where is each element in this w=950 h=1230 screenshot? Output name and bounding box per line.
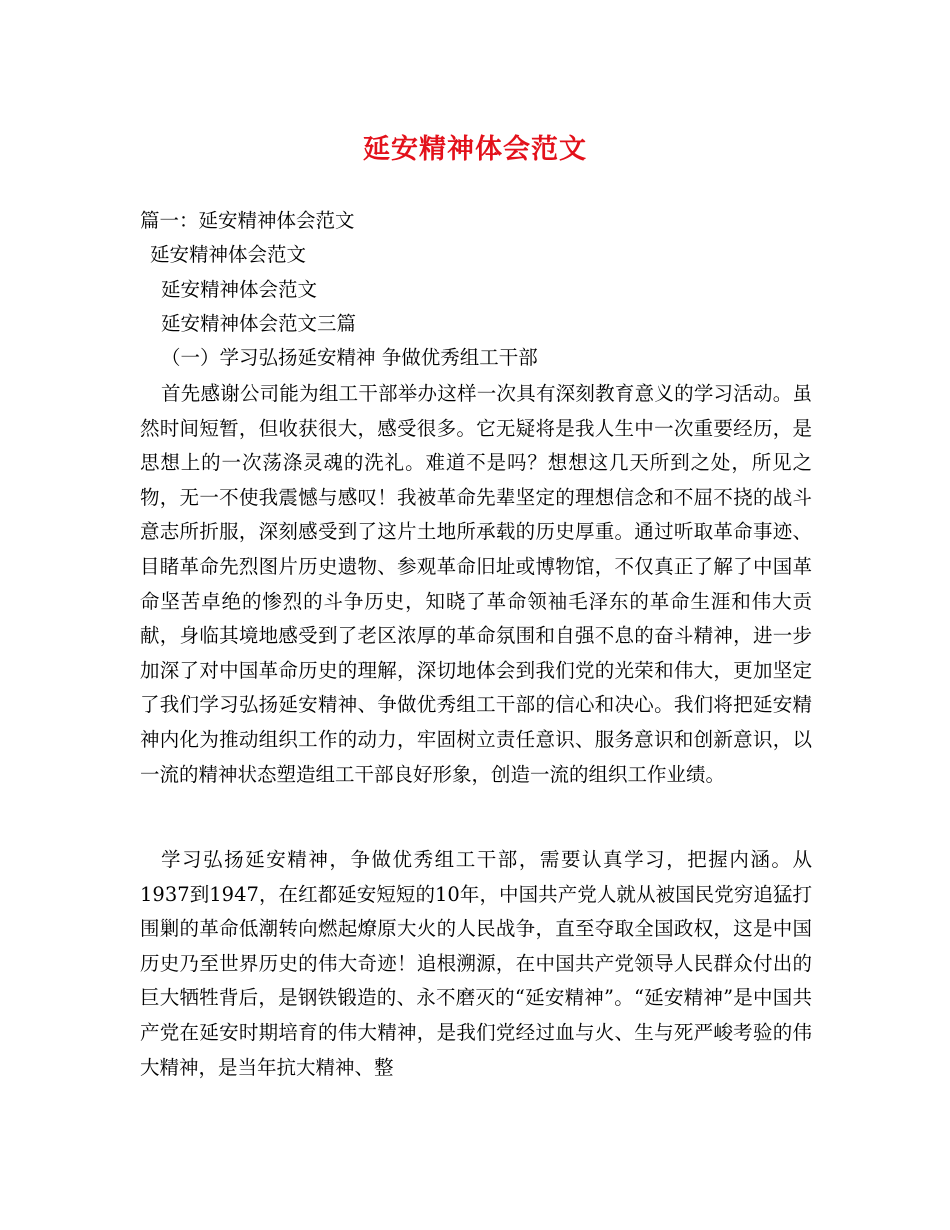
section-heading-1: 篇一：延安精神体会范文 xyxy=(140,209,355,232)
section-heading-3: 延安精神体会范文 xyxy=(161,278,318,301)
body-paragraph-2: 学习弘扬延安精神，争做优秀组工干部，需要认真学习，把握内涵。从1937到1947，在红都延安短短的10年，中国共产党人就从被国民党穷追猛打围剿的革命低潮转向燃起燎原大火的人民战争，直至夺取全国政权，这是中国历史乃至世界历史的伟大奇迹！追根溯源，在中国共产党领导人民群众付出的巨大牺牲背后，是钢铁锻造的、永不磨灭的“延安精神”。“延安精神”是中国共产党在延安时期培育的伟大精神，是我们党经过血与火、生与死严峻考验的伟大精神，是当年抗大精神、整 xyxy=(140,848,812,1079)
section-subheading: （一）学习弘扬延安精神 争做优秀组工干部 xyxy=(161,346,538,369)
section-heading-2: 延安精神体会范文 xyxy=(150,243,307,266)
section-heading-4: 延安精神体会范文三篇 xyxy=(161,312,357,335)
document-title: 延安精神体会范文 xyxy=(363,134,587,165)
body-paragraph-1: 首先感谢公司能为组工干部举办这样一次具有深刻教育意义的学习活动。虽然时间短暂，但收获很大，感受很多。它无疑将是我人生中一次重要经历，是思想上的一次荡涤灵魂的洗礼。难道不是吗？想想这几天所到之处，所见之物，无一不使我震憾与感叹！我被革命先辈坚定的理想信念和不屈不挠的战斗意志所折服，深刻感受到了这片土地所承载的历史厚重。通过听取革命事迹、目睹革命先烈图片历史遗物、参观革命旧址或博物馆，不仅真正了解了中国革命坚苦卓绝的惨烈的斗争历史，知晓了革命领袖毛泽东的革命生涯和伟大贡献，身临其境地感受到了老区浓厚的革命氛围和自强不息的奋斗精神，进一步加深了对中国革命历史的理解，深切地体会到我们党的光荣和伟大，更加坚定了我们学习弘扬延安精神、争做优秀组工干部的信心和决心。我们将把延安精神内化为推动组织工作的动力，牢固树立责任意识、服务意识和创新意识，以一流的精神状态塑造组工干部良好形象，创造一流的组织工作业绩。 xyxy=(140,382,812,786)
